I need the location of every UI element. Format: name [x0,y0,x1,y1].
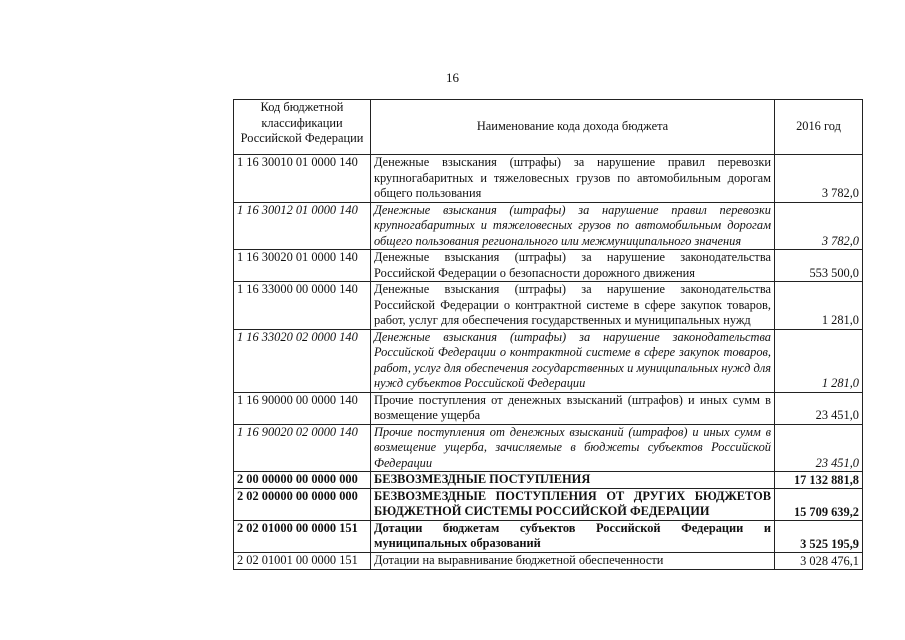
code-cell: 2 00 00000 00 0000 000 [234,472,371,489]
value-cell: 23 451,0 [775,424,863,472]
value-cell: 15 709 639,2 [775,489,863,521]
code-cell: 1 16 90020 02 0000 140 [234,424,371,472]
value-cell: 3 782,0 [775,202,863,250]
code-cell: 1 16 30012 01 0000 140 [234,202,371,250]
table-row [234,155,863,203]
value-cell: 17 132 881,8 [775,472,863,489]
name-cell: Прочие поступления от денежных взысканий (штрафов) и иных сумм в возмещение ущерба, зачисляемые в бюджеты субъектов Российской Федерации [371,424,775,472]
code-cell: 1 16 33020 02 0000 140 [234,329,371,392]
table-row [234,553,863,570]
table-row [234,392,863,424]
code-cell: 1 16 30010 01 0000 140 [234,155,371,203]
name-cell: Прочие поступления от денежных взысканий (штрафов) и иных сумм в возмещение ущерба [371,392,775,424]
table-row [234,424,863,472]
value-cell: 3 782,0 [775,155,863,203]
name-cell: БЕЗВОЗМЕЗДНЫЕ ПОСТУПЛЕНИЯ ОТ ДРУГИХ БЮДЖЕТОВ БЮДЖЕТНОЙ СИСТЕМЫ РОССИЙСКОЙ ФЕДЕРАЦИИ [371,489,775,521]
table-row [234,250,863,282]
name-cell: Дотации бюджетам субъектов Российской Федерации и муниципальных образований [371,521,775,553]
name-cell: БЕЗВОЗМЕЗДНЫЕ ПОСТУПЛЕНИЯ [371,472,775,489]
header-year: 2016 год [775,100,863,155]
value-cell: 1 281,0 [775,329,863,392]
code-cell: 2 02 00000 00 0000 000 [234,489,371,521]
table-row [234,521,863,553]
table-row [234,329,863,392]
table-row [234,202,863,250]
code-cell: 2 02 01001 00 0000 151 [234,553,371,570]
name-cell: Денежные взыскания (штрафы) за нарушение правил перевозки крупногабаритных и тяжеловесных грузов по автомобильным дорогам общего пользования [371,155,775,203]
table-row [234,489,863,521]
code-cell: 1 16 33000 00 0000 140 [234,282,371,330]
value-cell: 23 451,0 [775,392,863,424]
table-header-row [234,100,863,155]
name-cell: Дотации на выравнивание бюджетной обеспеченности [371,553,775,570]
name-cell: Денежные взыскания (штрафы) за нарушение законодательства Российской Федерации о безопасности дорожного движения [371,250,775,282]
code-cell: 1 16 30020 01 0000 140 [234,250,371,282]
header-name: Наименование кода дохода бюджета [371,100,775,155]
code-cell: 2 02 01000 00 0000 151 [234,521,371,553]
value-cell: 1 281,0 [775,282,863,330]
table-row [234,472,863,489]
name-cell: Денежные взыскания (штрафы) за нарушение законодательства Российской Федерации о контрактной системе в сфере закупок товаров, работ, услуг для обеспечения государственных и муниципальных нужд для нужд субъектов Российской Федерации [371,329,775,392]
value-cell: 553 500,0 [775,250,863,282]
name-cell: Денежные взыскания (штрафы) за нарушение правил перевозки крупногабаритных и тяжеловесных грузов по автомобильным дорогам общего пользования регионального или межмуниципального значения [371,202,775,250]
budget-revenue-table [233,99,863,570]
page-number: 16 [446,70,459,85]
value-cell: 3 525 195,9 [775,521,863,553]
table-row [234,282,863,330]
name-cell: Денежные взыскания (штрафы) за нарушение законодательства Российской Федерации о контрактной системе в сфере закупок товаров, работ, услуг для обеспечения государственных и муниципальных нужд [371,282,775,330]
header-code: Код бюджетной классификации Российской Федерации [234,100,371,155]
value-cell: 3 028 476,1 [775,553,863,570]
code-cell: 1 16 90000 00 0000 140 [234,392,371,424]
